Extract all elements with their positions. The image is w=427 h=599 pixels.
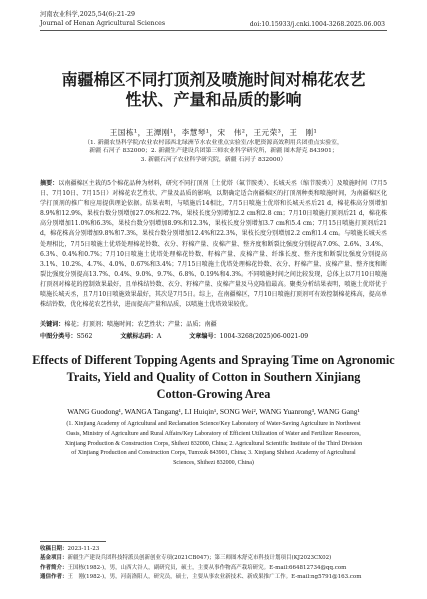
footnote-block xyxy=(40,545,390,582)
affiliation-en-line: Sciences, Shihezi 832000, China) xyxy=(173,460,254,467)
affiliations-cn xyxy=(48,139,379,164)
article-title-en-line2: Traits, Yield and Quality of Cotton in Southern Xinjiang xyxy=(66,370,361,384)
keywords-label: 关键词： xyxy=(40,321,65,328)
keywords-cn xyxy=(40,320,387,329)
footnote-divider xyxy=(40,541,106,542)
affiliation-en-line: (1. Xinjiang Academy of Agricultural and Reclamation Science/Key Laboratory of Water-Saving Agriculture in Northwest xyxy=(66,421,361,427)
footnote-received: 收稿日期：2023-11-23 xyxy=(40,546,100,552)
footnote-corresponding: 通信作者：王 刚(1982-)，男，河南洛阳人，研究员，硕士，主要从事农业新技术、新成果推广工作。E-mail:ng5791@163.com xyxy=(40,573,362,580)
affiliations-en xyxy=(40,420,387,469)
article-no-value: 1004-3268(2025)06-0021-09 xyxy=(219,333,309,340)
affiliation-cn-line: 新疆 石河子 832000；2. 新疆生产建设兵团第三师农业科学研究所，新疆 图木舒克 843901； xyxy=(89,148,338,155)
clc-label: 中图分类号： xyxy=(40,333,77,340)
article-title-cn-line1: 南疆棉区不同打顶剂及喷施时间对棉花农艺 xyxy=(61,70,366,89)
author-list-cn: 王国栋¹，王潭刚¹，李慧琴¹，宋 伟²，王元荣³，王 刚¹ xyxy=(109,128,318,137)
abstract-cn xyxy=(40,179,387,310)
author-list-en: WANG Guodong¹, WANGA Tangang¹, LI Huiqin¹, SONG Wei², WANG Yuanrong³, WANG Gang¹ xyxy=(67,407,360,416)
footnote-fund: 基金项目：新疆生产建设兵团科技特派员创新创业专项(2021CB047)；第三师图木舒克市科技计划项目(KJ2023CX02) xyxy=(40,555,332,562)
footnote-author: 作者简介：王国栋(1982-)，男，山西大谷人，副研究员，硕士，主要从事作物高产栽培研究。E-mail:664812734@qq.com xyxy=(40,564,347,571)
abstract-label: 摘要： xyxy=(40,180,59,187)
article-title-en xyxy=(20,352,407,403)
keywords-text: 棉花；打顶剂；喷施时间；农艺性状；产量；品质；南疆 xyxy=(64,321,217,328)
header-divider xyxy=(40,30,387,31)
affiliation-cn-line: （1. 新疆农垦科学院/农业农村部西北绿洲节水农业重点实验室/水肥资源高效利用兵团重点实验室， xyxy=(84,140,343,146)
article-title-en-line3: Cotton-Growing Area xyxy=(156,387,271,401)
article-title-cn-line2: 性状、产量和品质的影响 xyxy=(125,90,302,109)
abstract-text: 以南疆棉区主栽的5个棉花品种为材料，研究不同打顶剂［土优塔（氟节胺类）、长城天丞（缩节胺类）］及喷施时间（7月5日、7月10日、7月15日）对棉花农艺性状、产量及品质的影响，以期确定适合南疆棉区的打顶剂种类和喷施时间，为南疆棉区化学打顶剂的推广和应用提供理论依据。结果表明，与喷施后14相比，7月5日喷施土优塔和长城天丞后21 d，棉花株高分别增加8.9%和12.9%，果枝台数分别增加27.0%和22.7%，果枝长度分别增加2.2 cm和2.8 cm；7月10日喷施打顶剂后21 d，棉花株高分别增加11.0%和6.3%，果枝台数分别增加8.9%和12.3%，果枝长度分别增加3.7 cm和5.4 cm；7月15日喷施打顶剂后21 d，棉花株高分别增加9.8%和7.3%，果枝台数分别增加12.4%和22.3%，果枝长度分别增加2.2 cm和1.4 cm。与喷施长城天丞处理相比，7月5日喷施土优塔处理棉花铃数、衣分、籽棉产量、皮棉产量、整齐度和断裂比强度分别提高7.0%、2.6%、3.4%、6.3%、0.4%和0.7%；7月10日喷施土优塔处理棉花铃数、籽棉产量、皮棉产量、纤维长度、整齐度和断裂比强度分别提高3.1%、10.2%、4.7%、4.0%、0.67%和3.4%；7月15日喷施土优塔处理棉花铃数、衣分、籽棉产量、皮棉产量、整齐度和断裂比强度分别提高13.7%、0.4%、9.0%、9.7%、6.8%、0.19%和4.3%。不同喷施时间之间比较发现，总体上以7月10日喷施打顶剂对棉花的控制效果最好，且单株结铃数、衣分、籽棉产量、皮棉产量及马克隆值最高。聚类分析结果表明，喷施土优塔优于喷施长城天丞，且7月10日喷施效果最好，其次是7月5日。综上，在南疆棉区，7月10日喷施打顶剂可有效控制棉花株高，提高单株结铃数，优化棉花农艺性状，进而提高产量和品质，以喷施土优塔效果较优。 xyxy=(40,180,387,309)
doi-link[interactable]: doi:10.15933/j.cnki.1004-3268.2025.06.003 xyxy=(249,21,385,28)
affiliation-en-line: Oasis, Ministry of Agriculture and Rural Affairs/Key Laboratory of Efficient Utilization of Water and Fertilizer Resources, xyxy=(66,430,361,437)
journal-name-cn: 河南农业科学,2025,54(6):21-29 xyxy=(40,11,136,18)
clc-value: S562 xyxy=(76,333,93,340)
article-no-label: 文章编号： xyxy=(189,333,220,340)
article-title-cn xyxy=(0,70,427,110)
affiliation-cn-line: 3. 新疆石河子农业科学研究院，新疆 石河子 832000） xyxy=(140,156,287,163)
doc-code-value: A xyxy=(156,333,162,340)
classification-line xyxy=(40,332,387,341)
affiliation-en-line: Xinjiang Production & Construction Corps, Shihezi 832000, China; 2. Agricultural Scientific Institute of the Third Division xyxy=(64,440,363,447)
affiliation-en-line: of Xinjiang Production and Construction Corps, Tumxuk 843901, China; 3. Xinjiang Shihezi Academy of Agricultural xyxy=(71,450,356,457)
doc-code-label: 文献标志码： xyxy=(120,333,157,340)
running-header-journal xyxy=(40,10,165,28)
journal-name-en: Journal of Henan Agricultural Sciences xyxy=(40,20,166,27)
article-title-en-line1: Effects of Different Topping Agents and Spraying Time on Agronomic xyxy=(32,353,395,367)
